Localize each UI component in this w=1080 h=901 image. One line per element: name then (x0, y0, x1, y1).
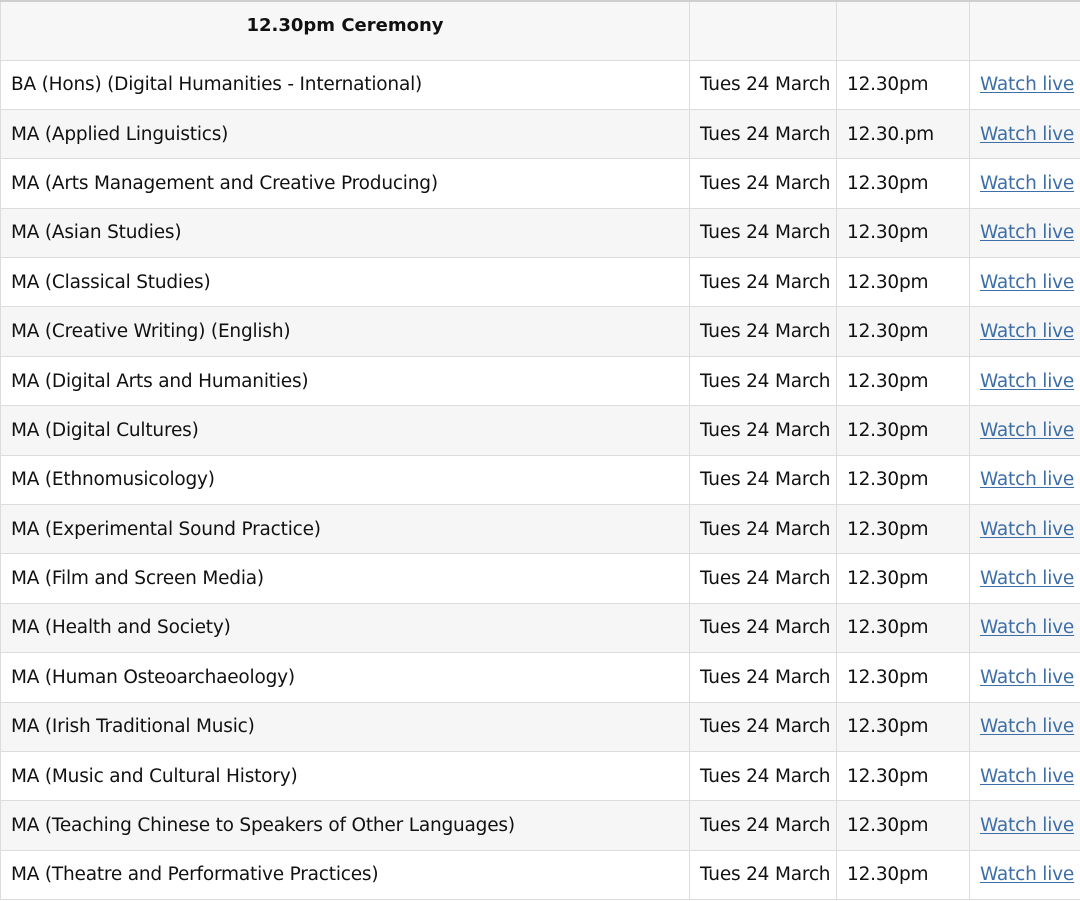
ceremony-date: Tues 24 March (690, 751, 837, 800)
watch-live-link[interactable]: Watch live (980, 321, 1075, 343)
programme-name: MA (Irish Traditional Music) (1, 702, 690, 751)
ceremony-date: Tues 24 March (690, 159, 837, 208)
ceremony-time: 12.30pm (837, 603, 970, 652)
table-row (1, 60, 1080, 109)
ceremony-date: Tues 24 March (690, 850, 837, 899)
programme-name: MA (Digital Arts and Humanities) (1, 356, 690, 405)
watch-live-cell (970, 356, 1080, 405)
ceremony-date: Tues 24 March (690, 356, 837, 405)
ceremony-date: Tues 24 March (690, 109, 837, 158)
watch-live-cell (970, 258, 1080, 307)
programme-name: MA (Human Osteoarchaeology) (1, 653, 690, 702)
table-row (1, 258, 1080, 307)
table-row (1, 159, 1080, 208)
programme-name: MA (Film and Screen Media) (1, 554, 690, 603)
ceremony-date: Tues 24 March (690, 554, 837, 603)
ceremony-title: 12.30pm Ceremony (1, 1, 690, 60)
ceremony-date: Tues 24 March (690, 505, 837, 554)
programme-name: MA (Music and Cultural History) (1, 751, 690, 800)
watch-live-link[interactable]: Watch live (980, 716, 1075, 738)
watch-live-cell (970, 603, 1080, 652)
ceremony-date: Tues 24 March (690, 258, 837, 307)
watch-live-cell (970, 702, 1080, 751)
table-row (1, 554, 1080, 603)
ceremony-time: 12.30pm (837, 702, 970, 751)
ceremony-date: Tues 24 March (690, 603, 837, 652)
watch-live-link[interactable]: Watch live (980, 815, 1075, 837)
watch-live-cell (970, 307, 1080, 356)
table-row (1, 406, 1080, 455)
watch-live-cell (970, 109, 1080, 158)
watch-live-cell (970, 406, 1080, 455)
ceremony-time: 12.30pm (837, 505, 970, 554)
programme-name: MA (Applied Linguistics) (1, 109, 690, 158)
ceremony-time: 12.30pm (837, 850, 970, 899)
programme-name: MA (Health and Society) (1, 603, 690, 652)
table-body (1, 60, 1080, 900)
ceremony-date: Tues 24 March (690, 60, 837, 109)
programme-name: MA (Creative Writing) (English) (1, 307, 690, 356)
ceremony-time: 12.30pm (837, 801, 970, 850)
watch-live-cell (970, 159, 1080, 208)
ceremony-time: 12.30pm (837, 258, 970, 307)
ceremony-date: Tues 24 March (690, 455, 837, 504)
table-row (1, 702, 1080, 751)
watch-live-link[interactable]: Watch live (980, 123, 1075, 145)
ceremony-time: 12.30.pm (837, 109, 970, 158)
watch-live-link[interactable]: Watch live (980, 518, 1075, 540)
table-row (1, 109, 1080, 158)
header-link-cell (970, 1, 1080, 60)
programme-name: MA (Ethnomusicology) (1, 455, 690, 504)
ceremony-time: 12.30pm (837, 406, 970, 455)
watch-live-cell (970, 653, 1080, 702)
header-row (1, 1, 1080, 60)
table-row (1, 505, 1080, 554)
table-row (1, 307, 1080, 356)
programme-name: BA (Hons) (Digital Humanities - International) (1, 60, 690, 109)
watch-live-cell (970, 505, 1080, 554)
watch-live-link[interactable]: Watch live (980, 469, 1075, 491)
ceremony-time: 12.30pm (837, 455, 970, 504)
table-row (1, 801, 1080, 850)
watch-live-cell (970, 60, 1080, 109)
watch-live-link[interactable]: Watch live (980, 617, 1075, 639)
programme-name: MA (Arts Management and Creative Producing) (1, 159, 690, 208)
watch-live-link[interactable]: Watch live (980, 568, 1075, 590)
table-row (1, 751, 1080, 800)
ceremony-time: 12.30pm (837, 159, 970, 208)
table-row (1, 603, 1080, 652)
table-row (1, 208, 1080, 257)
header-date-cell (690, 1, 837, 60)
programme-name: MA (Teaching Chinese to Speakers of Other Languages) (1, 801, 690, 850)
ceremony-date: Tues 24 March (690, 702, 837, 751)
watch-live-link[interactable]: Watch live (980, 864, 1075, 886)
table-row (1, 455, 1080, 504)
watch-live-link[interactable]: Watch live (980, 271, 1075, 293)
ceremony-date: Tues 24 March (690, 801, 837, 850)
programme-name: MA (Digital Cultures) (1, 406, 690, 455)
ceremony-time: 12.30pm (837, 208, 970, 257)
ceremony-date: Tues 24 March (690, 653, 837, 702)
programme-name: MA (Asian Studies) (1, 208, 690, 257)
ceremony-date: Tues 24 March (690, 208, 837, 257)
watch-live-link[interactable]: Watch live (980, 370, 1075, 392)
ceremony-time: 12.30pm (837, 554, 970, 603)
programme-name: MA (Theatre and Performative Practices) (1, 850, 690, 899)
watch-live-link[interactable]: Watch live (980, 419, 1075, 441)
watch-live-link[interactable]: Watch live (980, 172, 1075, 194)
watch-live-cell (970, 751, 1080, 800)
ceremony-time: 12.30pm (837, 307, 970, 356)
watch-live-cell (970, 455, 1080, 504)
ceremony-time: 12.30pm (837, 751, 970, 800)
watch-live-cell (970, 801, 1080, 850)
watch-live-link[interactable]: Watch live (980, 666, 1075, 688)
watch-live-link[interactable]: Watch live (980, 222, 1075, 244)
ceremony-date: Tues 24 March (690, 406, 837, 455)
ceremony-time: 12.30pm (837, 60, 970, 109)
table-row (1, 356, 1080, 405)
table-row (1, 653, 1080, 702)
ceremony-time: 12.30pm (837, 653, 970, 702)
ceremony-date: Tues 24 March (690, 307, 837, 356)
watch-live-link[interactable]: Watch live (980, 765, 1075, 787)
programme-name: MA (Classical Studies) (1, 258, 690, 307)
table-row (1, 850, 1080, 899)
watch-live-link[interactable]: Watch live (980, 74, 1075, 96)
table-header (1, 1, 1080, 60)
watch-live-cell (970, 554, 1080, 603)
watch-live-cell (970, 850, 1080, 899)
header-time-cell (837, 1, 970, 60)
ceremony-time: 12.30pm (837, 356, 970, 405)
watch-live-cell (970, 208, 1080, 257)
programme-name: MA (Experimental Sound Practice) (1, 505, 690, 554)
